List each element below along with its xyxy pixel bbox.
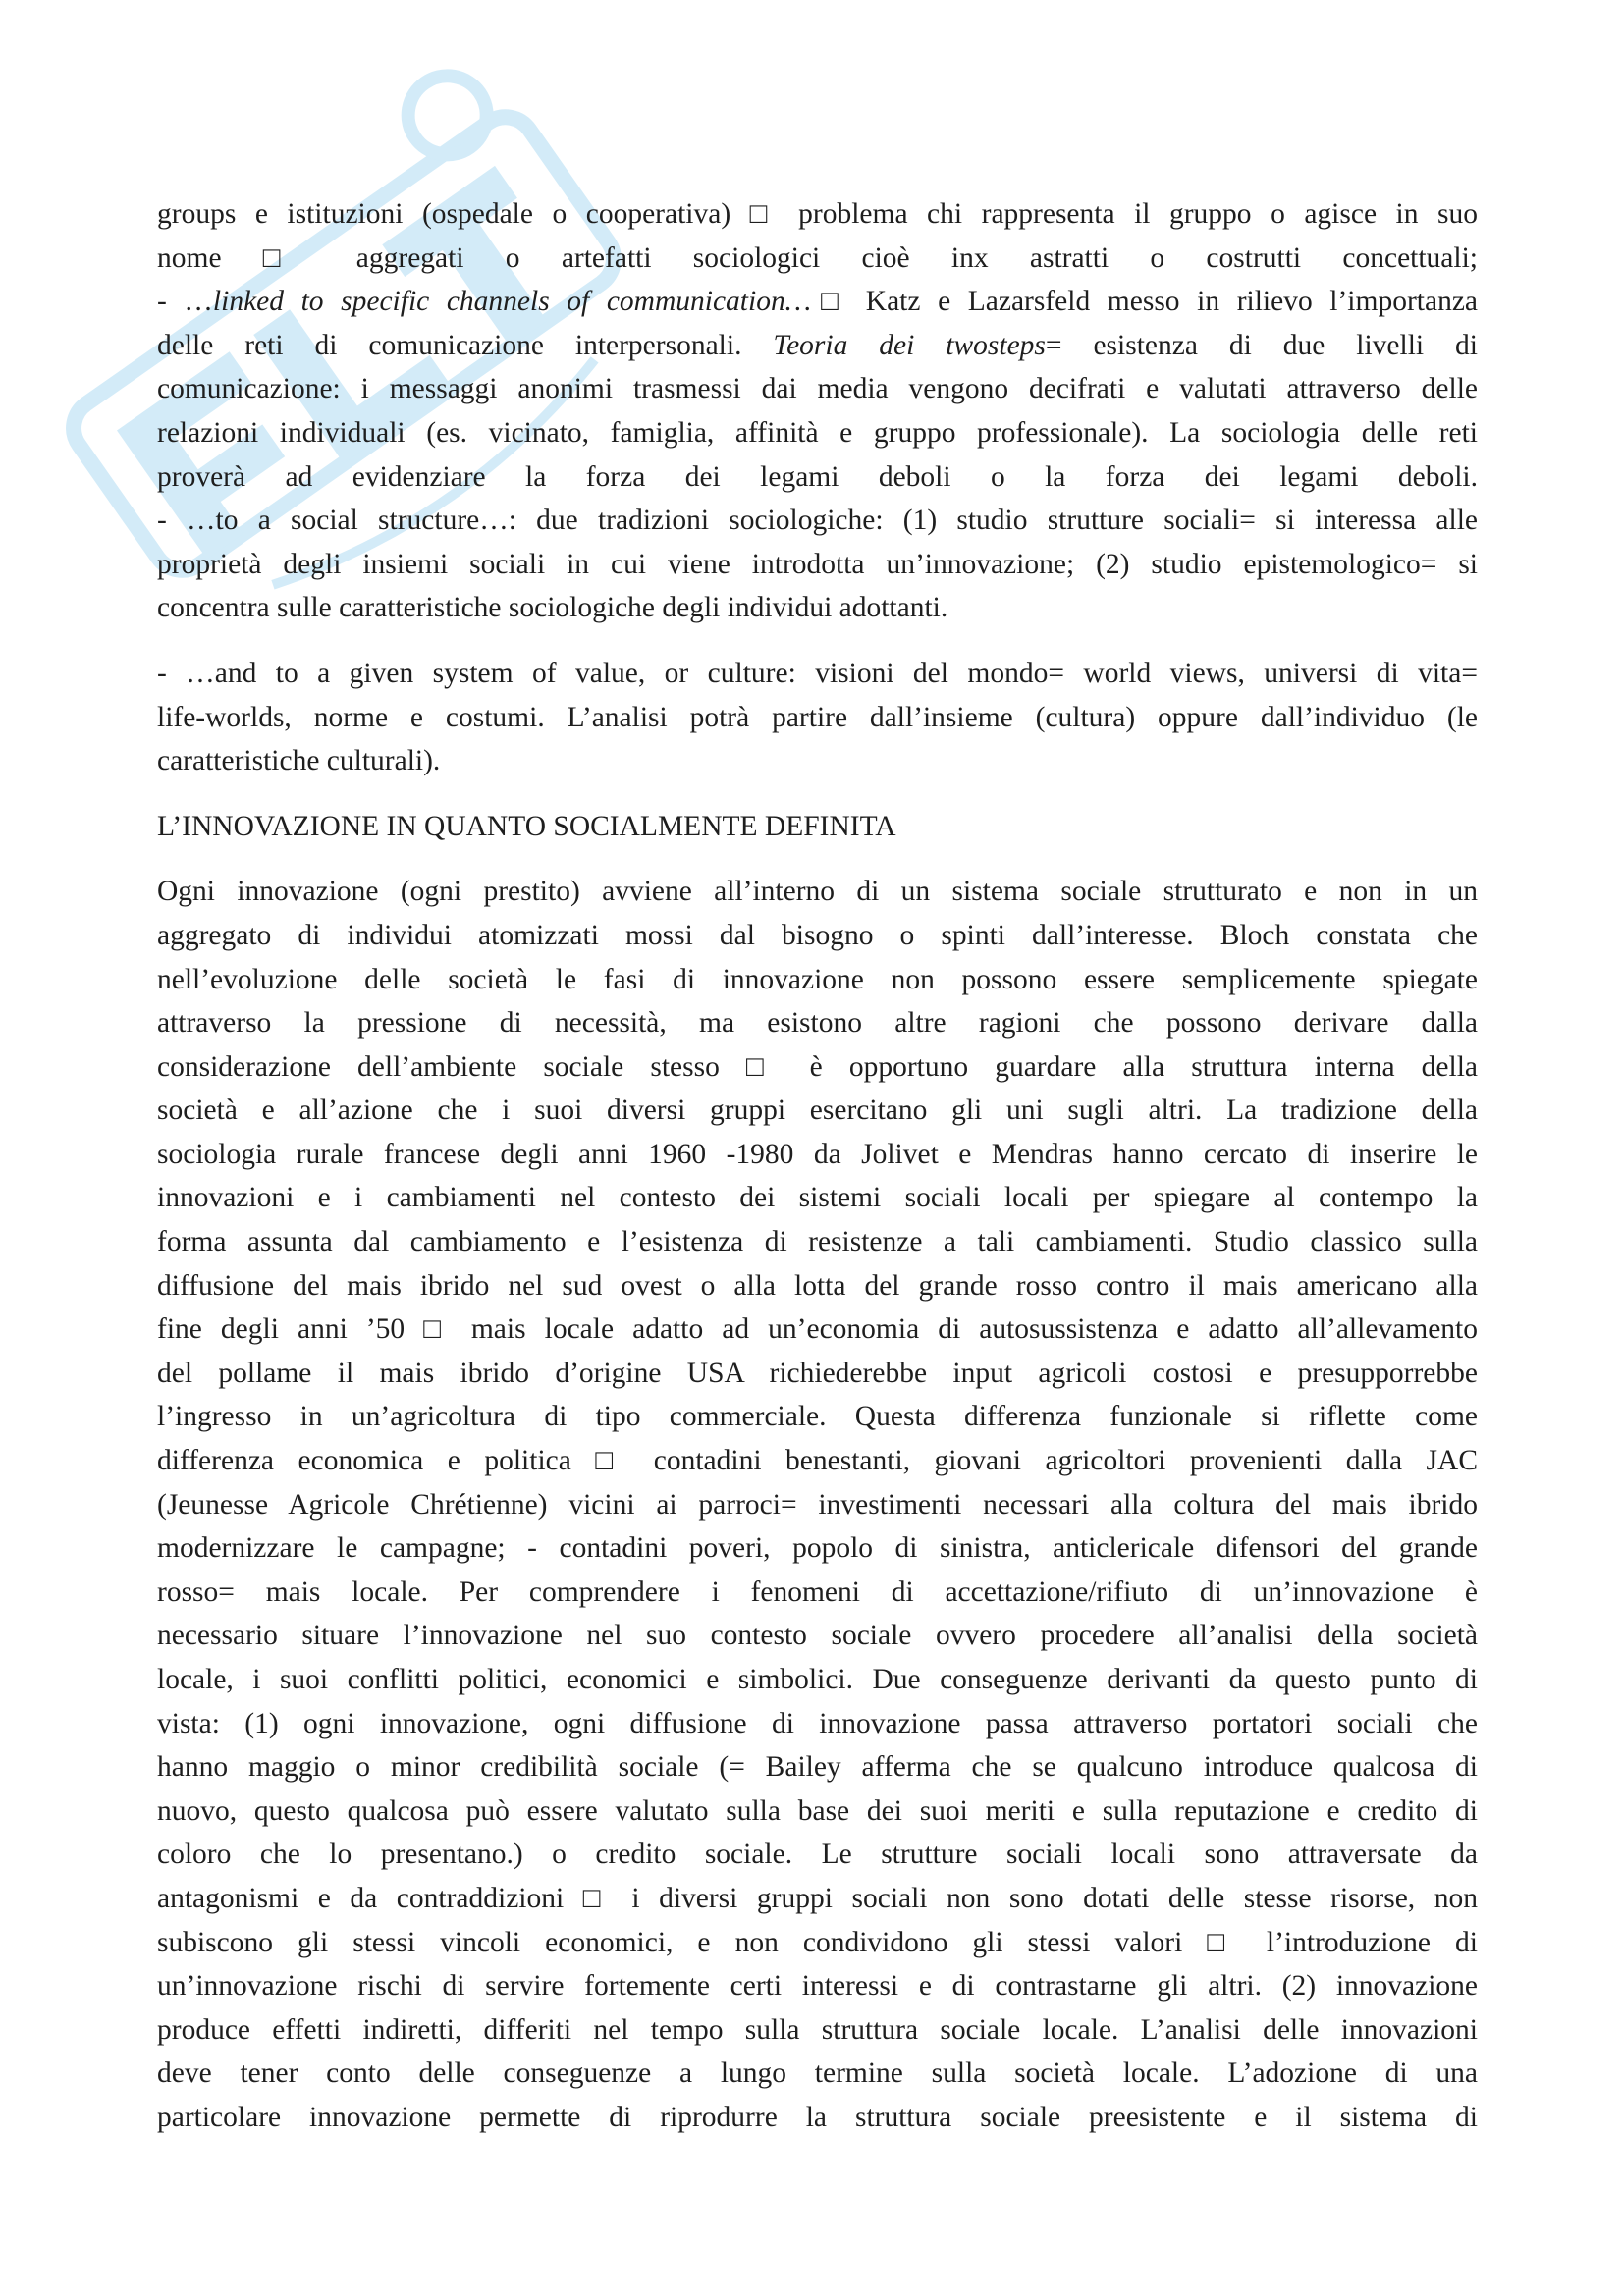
text-line: proverà ad evidenziare la forza dei legami deboli o la forza dei legami deboli. [157, 460, 1478, 493]
text-line: coloro che lo presentano.) o credito sociale. Le strutture sociali locali sono attraversate da [157, 1839, 1478, 1871]
text-line: differenza economica e politica □ contadini benestanti, giovani agricoltori provenienti dalla JAC [157, 1445, 1478, 1477]
text-line: deve tener conto delle conseguenze a lungo termine sulla società locale. L’adozione di una [157, 2057, 1478, 2090]
text-line: life-worlds, norme e costumi. L’analisi potrà partire dall’insieme (cultura) oppure dall’individuo (le [157, 701, 1478, 733]
text-line: (Jeunesse Agricole Chrétienne) vicini ai parroci= investimenti necessari alla coltura del mais ibrido [157, 1488, 1478, 1521]
text-line: - …to a social structure…: due tradizioni sociologiche: (1) studio strutture sociali= si interessa alle [157, 505, 1478, 537]
text-line: nuovo, questo qualcosa può essere valutato sulla base dei suoi meriti e sulla reputazione e credito di [157, 1794, 1478, 1827]
text-line: groups e istituzioni (ospedale o cooperativa) □ problema chi rappresenta il gruppo o agisce in suo [157, 198, 1478, 230]
text-line: diffusione del mais ibrido nel sud ovest o alla lotta del grande rosso contro il mais americano alla [157, 1269, 1478, 1302]
paragraph-body [157, 870, 1478, 2139]
text-line: Ogni innovazione (ogni prestito) avviene all’interno di un sistema sociale strutturato e non in un [157, 876, 1478, 908]
section-heading: L’INNOVAZIONE IN QUANTO SOCIALMENTE DEFINITA [157, 810, 896, 842]
text-line: società e all’azione che i suoi diversi gruppi esercitano gli uni sugli altri. La tradizione della [157, 1095, 1478, 1127]
text-line: produce effetti indiretti, differiti nel tempo sulla struttura sociale locale. L’analisi delle innovazioni [157, 2013, 1478, 2046]
text-line: rosso= mais locale. Per comprendere i fenomeni di accettazione/rifiuto di un’innovazione è [157, 1575, 1478, 1608]
text-line: caratteristiche culturali). [157, 745, 441, 777]
text-line: comunicazione: i messaggi anonimi trasmessi dai media vengono decifrati e valutati attraverso delle [157, 373, 1478, 405]
paragraph-1 [157, 192, 1478, 630]
text-line: - …and to a given system of value, or culture: visioni del mondo= world views, universi di vita= [157, 657, 1478, 689]
text-line: nell’evoluzione delle società le fasi di innovazione non possono essere semplicemente spiegate [157, 963, 1478, 995]
text-line: delle reti di comunicazione interpersonali. Teoria dei twosteps= esistenza di due livelli di [157, 329, 1478, 361]
text-line: modernizzare le campagne; - contadini poveri, popolo di sinistra, anticlericale difensori del grande [157, 1532, 1478, 1565]
text-line: sociologia rurale francese degli anni 1960 -1980 da Jolivet e Mendras hanno cercato di inserire le [157, 1138, 1478, 1170]
text-line: considerazione dell’ambiente sociale stesso □ è opportuno guardare alla struttura interna della [157, 1050, 1478, 1083]
text-line: relazioni individuali (es. vicinato, famiglia, affinità e gruppo professionale). La sociologia delle reti [157, 416, 1478, 449]
text-line: fine degli anni ’50 □ mais locale adatto ad un’economia di autosussistenza e adatto all’allevamento [157, 1313, 1478, 1346]
paragraph-2 [157, 652, 1478, 783]
text-line: forma assunta dal cambiamento e l’esistenza di resistenze a tali cambiamenti. Studio classico sulla [157, 1226, 1478, 1258]
document-page [157, 192, 1478, 2140]
text-line: locale, i suoi conflitti politici, economici e simbolici. Due conseguenze derivanti da questo punto di [157, 1664, 1478, 1695]
text-line: subiscono gli stessi vincoli economici, e non condividono gli stessi valori □ l’introduzione di [157, 1926, 1478, 1958]
text-line: particolare innovazione permette di riprodurre la struttura sociale preesistente e il sistema di [157, 2101, 1478, 2133]
text-line: un’innovazione rischi di servire fortemente certi interessi e di contrastarne gli altri. (2) innovazione [157, 1970, 1478, 2002]
text-line: hanno maggio o minor credibilità sociale (= Bailey afferma che se qualcuno introduce qualcosa di [157, 1751, 1478, 1784]
text-line: antagonismi e da contraddizioni □ i diversi gruppi sociali non sono dotati delle stesse risorse, non [157, 1882, 1478, 1914]
text-line: nome □ aggregati o artefatti sociologici cioè inx astratti o costrutti concettuali; [157, 241, 1478, 274]
text-line: concentra sulle caratteristiche sociologiche degli individui adottanti. [157, 592, 948, 624]
text-line: proprietà degli insiemi sociali in cui viene introdotta un’innovazione; (2) studio epistemologico= si [157, 548, 1478, 580]
text-line: l’ingresso in un’agricoltura di tipo commerciale. Questa differenza funzionale si riflette come [157, 1401, 1478, 1433]
text-line: vista: (1) ogni innovazione, ogni diffusione di innovazione passa attraverso portatori sociali che [157, 1707, 1478, 1739]
text-line: - …linked to specific channels of communication…□ Katz e Lazarsfeld messo in rilievo l’importanza [157, 286, 1479, 318]
text-line: attraverso la pressione di necessità, ma esistono altre ragioni che possono derivare dalla [157, 1007, 1478, 1040]
text-line: aggregato di individui atomizzati mossi dal bisogno o spinti dall’interesse. Bloch constata che [157, 919, 1478, 951]
text-line: del pollame il mais ibrido d’origine USA richiederebbe input agricoli costosi e presupporrebbe [157, 1357, 1478, 1389]
text-line: necessario situare l’innovazione nel suo contesto sociale ovvero procedere all’analisi della società [157, 1620, 1478, 1652]
text-line: innovazioni e i cambiamenti nel contesto dei sistemi sociali locali per spiegare al contempo la [157, 1182, 1478, 1214]
